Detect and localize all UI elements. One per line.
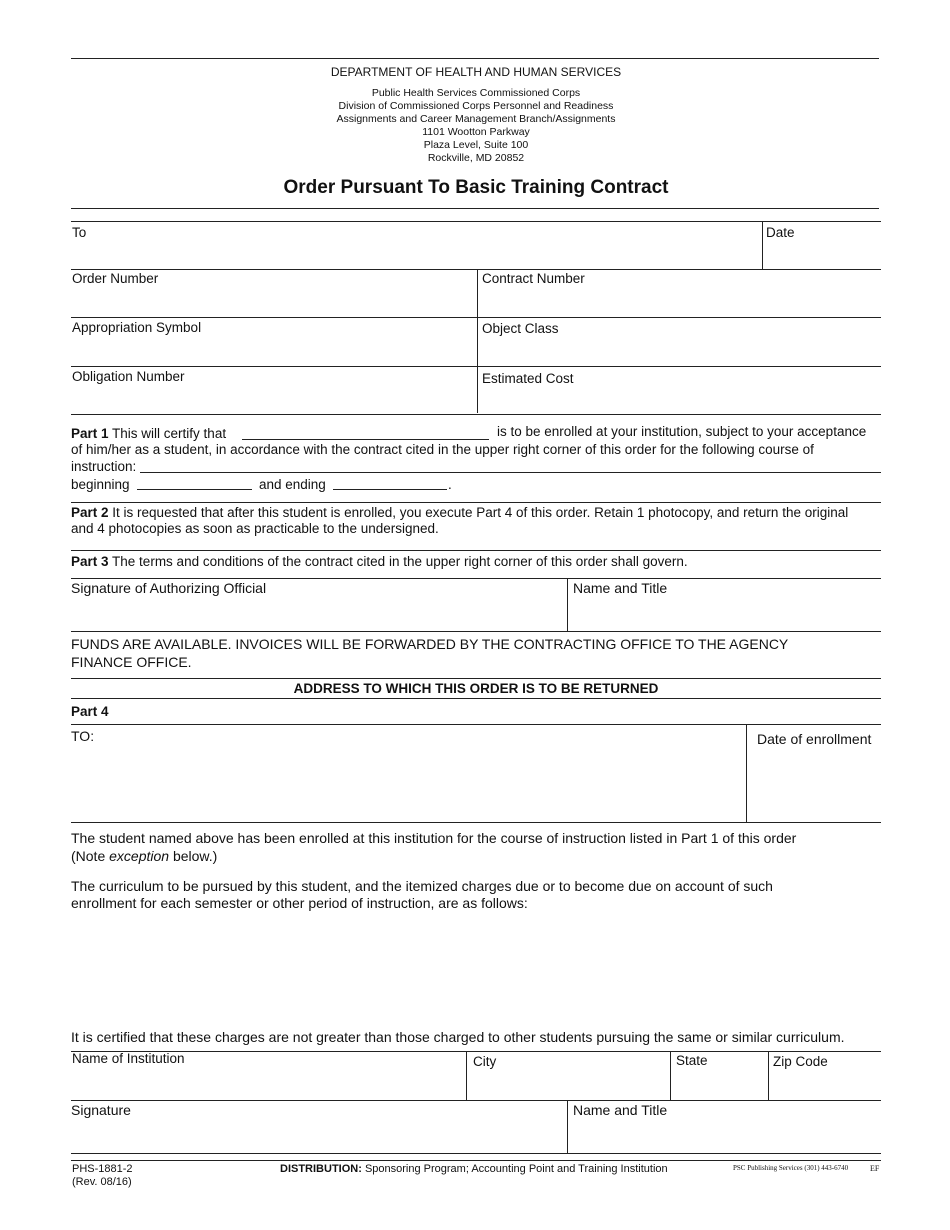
- divider: [567, 578, 568, 631]
- agency-line: Rockville, MD 20852: [427, 152, 525, 164]
- institution-name-field[interactable]: [72, 1070, 462, 1098]
- part2-label: Part 2: [71, 505, 109, 520]
- divider: [670, 1051, 671, 1100]
- rule: [71, 414, 881, 415]
- state-label: State: [676, 1053, 708, 1068]
- agency-address: [71, 87, 881, 165]
- distribution: [280, 1163, 668, 1175]
- funds-line: FUNDS ARE AVAILABLE. INVOICES WILL BE FORWARDED BY THE CONTRACTING OFFICE TO THE AGENCY: [71, 636, 789, 652]
- funds-notice: [71, 635, 788, 671]
- agency-line: Division of Commissioned Corps Personnel and Readiness: [338, 100, 614, 112]
- period: .: [448, 477, 452, 492]
- beginning-label: beginning: [71, 477, 130, 492]
- curriculum-line: enrollment for each semester or other period of instruction, are as follows:: [71, 895, 528, 911]
- curriculum-statement: [71, 878, 773, 912]
- obligation-number-label: Obligation Number: [72, 369, 185, 384]
- rule: [71, 1051, 881, 1052]
- divider: [768, 1051, 769, 1100]
- rule: [71, 822, 881, 823]
- appropriation-symbol-label: Appropriation Symbol: [72, 320, 202, 335]
- date-label: Date: [766, 225, 795, 240]
- part3-line: [71, 554, 688, 569]
- enrollment-line: [71, 847, 796, 865]
- city-label: City: [473, 1054, 497, 1069]
- beginning-date-line[interactable]: [137, 489, 252, 490]
- rule: [71, 578, 881, 579]
- return-to-label: TO:: [71, 728, 95, 744]
- rule: [71, 698, 881, 699]
- return-address-heading: ADDRESS TO WHICH THIS ORDER IS TO BE RETURNED: [293, 681, 659, 696]
- zip-code-field[interactable]: [773, 1072, 878, 1098]
- distribution-label: DISTRIBUTION:: [280, 1163, 362, 1175]
- date-of-enrollment-field[interactable]: [752, 752, 878, 820]
- form-revision: (Rev. 08/16): [72, 1176, 132, 1188]
- ending-date-line[interactable]: [333, 489, 447, 490]
- order-number-field[interactable]: [72, 288, 472, 316]
- part1-text-b: is to be enrolled at your institution, subject to your acceptance: [497, 424, 867, 439]
- object-class-field[interactable]: [482, 337, 878, 365]
- footer-rule: [71, 1160, 881, 1161]
- part2-line2: and 4 photocopies as soon as practicable to the undersigned.: [71, 521, 439, 536]
- appropriation-symbol-field[interactable]: [72, 337, 472, 365]
- part3-text: The terms and conditions of the contract cited in the upper right corner of this order shall govern.: [112, 554, 688, 569]
- publisher-credit: PSC Publishing Services (301) 443-6740: [733, 1164, 849, 1172]
- city-field[interactable]: [472, 1072, 666, 1098]
- rule: [71, 631, 881, 632]
- part2-line1: [71, 505, 848, 520]
- estimated-cost-label: Estimated Cost: [482, 371, 574, 386]
- rule: [71, 366, 881, 367]
- institution-signature-label: Signature: [71, 1102, 131, 1118]
- agency-line: Public Health Services Commissioned Corps: [371, 87, 581, 99]
- return-address-field[interactable]: [71, 748, 741, 820]
- estimated-cost-field[interactable]: [482, 386, 878, 412]
- divider: [466, 1051, 467, 1100]
- divider: [746, 724, 747, 822]
- agency-line: 1101 Wootton Parkway: [422, 126, 530, 138]
- rule: [71, 317, 881, 318]
- to-field[interactable]: [72, 242, 758, 268]
- enrollment-text: (Note: [71, 848, 110, 864]
- rule: [71, 1153, 881, 1154]
- institution-name-title-field[interactable]: [573, 1122, 878, 1150]
- authorizing-signature-field[interactable]: [71, 600, 561, 628]
- form-number: PHS-1881-2: [72, 1163, 133, 1175]
- rule: [71, 678, 881, 679]
- obligation-number-field[interactable]: [72, 386, 472, 412]
- zip-code-label: Zip Code: [773, 1054, 828, 1069]
- exception-word: exception: [109, 848, 170, 864]
- authorizing-name-title-field[interactable]: [573, 600, 878, 628]
- title-rule: [71, 208, 879, 209]
- name-title-label: Name and Title: [573, 580, 668, 596]
- authorizing-signature-label: Signature of Authorizing Official: [71, 580, 267, 596]
- part1-intro: [71, 426, 226, 441]
- divider: [477, 269, 478, 413]
- part2-text: It is requested that after this student is enrolled, you execute Part 4 of this order. Retain 1 photocopy, and return the original: [112, 505, 849, 520]
- to-label: To: [72, 225, 87, 240]
- order-number-label: Order Number: [72, 271, 159, 286]
- part1-line2: of him/her as a student, in accordance with the contract cited in the upper right corner of this order for the following course of: [71, 442, 814, 457]
- certification-statement: It is certified that these charges are not greater than those charged to other students pursuing the same or similar curriculum.: [71, 1029, 845, 1045]
- student-name-line[interactable]: [242, 439, 489, 440]
- and-ending-label: and ending: [259, 477, 326, 492]
- distribution-text: Sponsoring Program; Accounting Point and Training Institution: [364, 1163, 668, 1175]
- top-rule: [71, 58, 879, 59]
- enrollment-statement: [71, 829, 796, 865]
- contract-number-label: Contract Number: [482, 271, 585, 286]
- page-title: Order Pursuant To Basic Training Contract: [283, 177, 669, 198]
- rule: [71, 269, 881, 270]
- state-field[interactable]: [675, 1072, 765, 1098]
- part4-label: Part 4: [71, 704, 109, 719]
- institution-name-title-label: Name and Title: [573, 1102, 668, 1118]
- enrollment-text: below.): [169, 848, 218, 864]
- department-name: DEPARTMENT OF HEALTH AND HUMAN SERVICES: [330, 65, 622, 79]
- enrollment-line: The student named above has been enrolled at this institution for the course of instruction listed in Part 1 of this order: [71, 830, 797, 846]
- divider: [567, 1100, 568, 1153]
- part3-label: Part 3: [71, 554, 109, 569]
- curriculum-line: The curriculum to be pursued by this student, and the itemized charges due or to become due on account of such: [71, 878, 773, 894]
- object-class-label: Object Class: [482, 321, 559, 336]
- part1-line3: instruction:: [71, 459, 137, 474]
- divider: [762, 221, 763, 269]
- rule: [71, 502, 881, 503]
- contract-number-field[interactable]: [482, 288, 878, 316]
- course-line[interactable]: [140, 472, 881, 473]
- agency-line: Plaza Level, Suite 100: [423, 139, 529, 151]
- institution-signature-field[interactable]: [71, 1122, 561, 1150]
- institution-name-label: Name of Institution: [72, 1051, 185, 1066]
- ef-mark: EF: [870, 1164, 880, 1173]
- rule: [71, 221, 881, 222]
- rule: [71, 550, 881, 551]
- rule: [71, 1100, 881, 1101]
- funds-line: FINANCE OFFICE.: [71, 654, 192, 670]
- part1-label: Part 1: [71, 426, 109, 441]
- form-id: [72, 1163, 133, 1189]
- date-of-enrollment-label: Date of enrollment: [757, 731, 872, 747]
- curriculum-charges-field[interactable]: [71, 918, 879, 1018]
- agency-line: Assignments and Career Management Branch/Assignments: [336, 113, 616, 125]
- date-field[interactable]: [766, 242, 878, 268]
- part1-text-a: This will certify that: [112, 426, 227, 441]
- rule: [71, 724, 881, 725]
